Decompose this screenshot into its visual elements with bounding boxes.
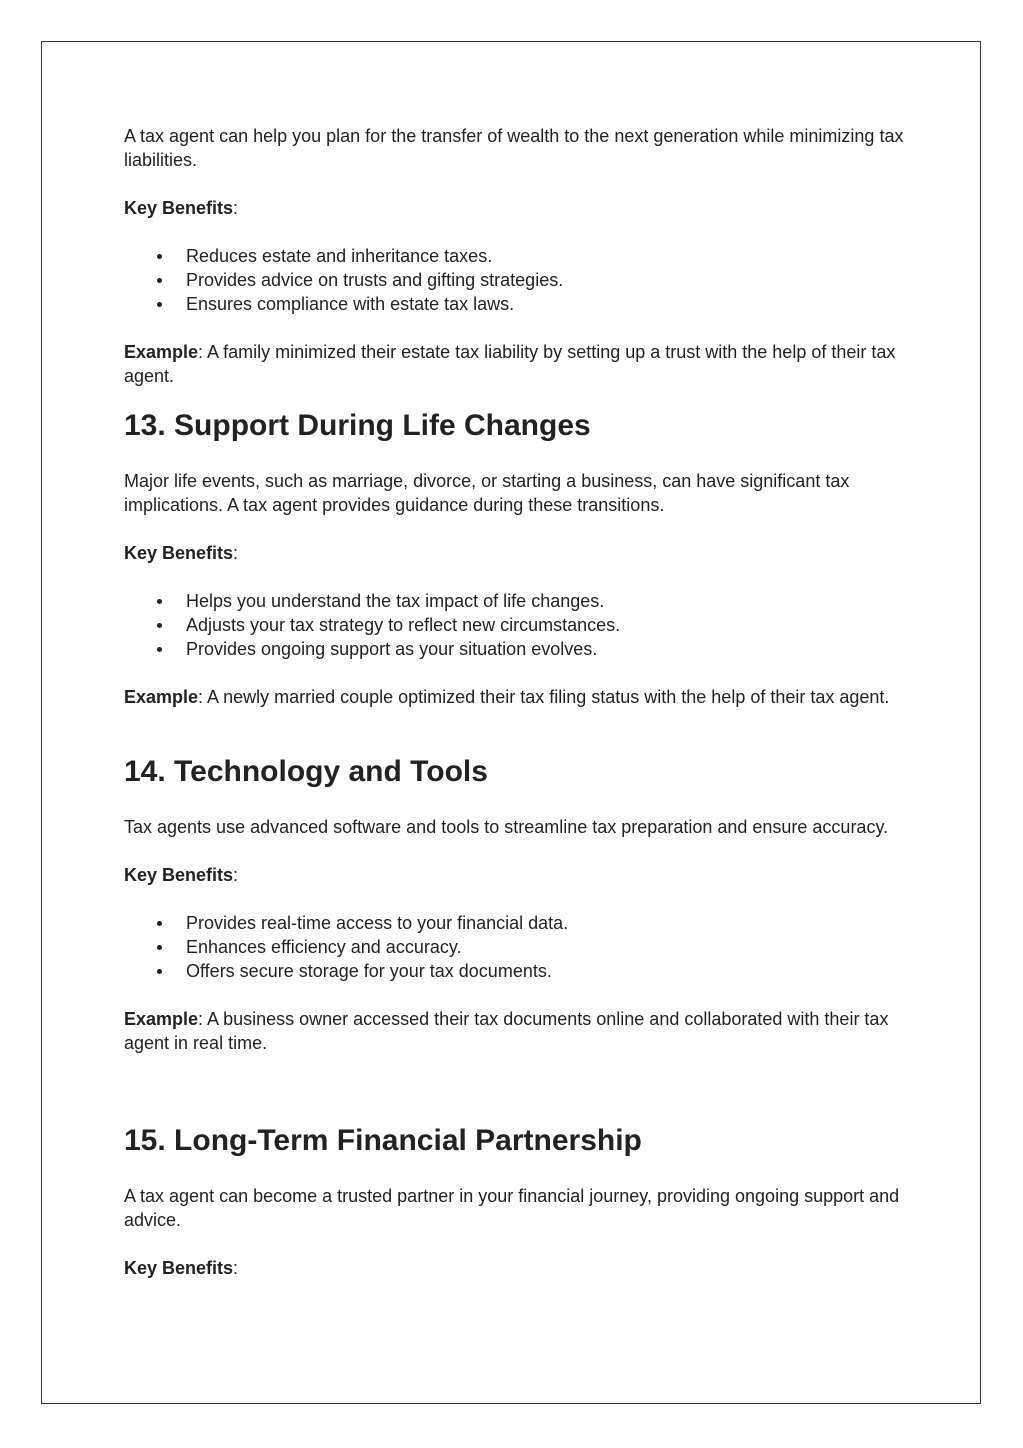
colon: : bbox=[233, 198, 239, 218]
bullet-icon bbox=[157, 254, 162, 259]
list-item-text: Provides ongoing support as your situation evolves. bbox=[186, 639, 598, 659]
section-paragraph: Tax agents use advanced software and tools to streamline tax preparation and ensure accuracy. bbox=[124, 817, 889, 837]
colon: : bbox=[233, 1258, 239, 1278]
list-item-text: Enhances efficiency and accuracy. bbox=[186, 937, 462, 957]
benefits-list bbox=[124, 911, 904, 983]
bullet-icon bbox=[157, 599, 162, 604]
colon: : bbox=[233, 543, 239, 563]
list-item-text: Provides advice on trusts and gifting strategies. bbox=[186, 270, 564, 290]
key-benefits-label bbox=[124, 541, 904, 565]
bullet-icon bbox=[157, 647, 162, 652]
example-paragraph bbox=[124, 685, 904, 709]
list-item bbox=[124, 613, 904, 637]
section-14 bbox=[124, 754, 904, 1055]
key-benefits-label bbox=[124, 1256, 904, 1280]
list-item bbox=[124, 292, 904, 316]
list-item bbox=[124, 589, 904, 613]
section-13 bbox=[124, 408, 904, 709]
example-label: Example bbox=[124, 342, 199, 362]
list-item bbox=[124, 268, 904, 292]
bullet-icon bbox=[157, 278, 162, 283]
list-item-text: Helps you understand the tax impact of life changes. bbox=[186, 591, 605, 611]
bullet-icon bbox=[157, 969, 162, 974]
list-item bbox=[124, 959, 904, 983]
benefits-list bbox=[124, 244, 904, 316]
list-item bbox=[124, 244, 904, 268]
example-paragraph bbox=[124, 340, 904, 388]
example-text: : A newly married couple optimized their tax filing status with the help of their tax agent. bbox=[198, 687, 890, 707]
bullet-icon bbox=[157, 302, 162, 307]
list-item-text: Offers secure storage for your tax documents. bbox=[186, 961, 552, 981]
key-benefits-bold: Key Benefits bbox=[124, 865, 234, 885]
bullet-icon bbox=[157, 921, 162, 926]
colon: : bbox=[233, 865, 239, 885]
list-item-text: Adjusts your tax strategy to reflect new circumstances. bbox=[186, 615, 621, 635]
key-benefits-bold: Key Benefits bbox=[124, 543, 234, 563]
key-benefits-label bbox=[124, 863, 904, 887]
list-item bbox=[124, 935, 904, 959]
example-text: : A family minimized their estate tax liability by setting up a trust with the help of their tax agent. bbox=[124, 342, 896, 386]
bullet-icon bbox=[157, 945, 162, 950]
key-benefits-bold: Key Benefits bbox=[124, 1258, 234, 1278]
list-item bbox=[124, 637, 904, 661]
section-paragraph: A tax agent can become a trusted partner in your financial journey, providing ongoing support and advice. bbox=[124, 1186, 900, 1230]
benefits-list bbox=[124, 589, 904, 661]
list-item bbox=[124, 911, 904, 935]
section-heading: 15. Long-Term Financial Partnership bbox=[124, 1124, 642, 1157]
section-15 bbox=[124, 1123, 904, 1304]
intro-section bbox=[124, 124, 904, 388]
example-label: Example bbox=[124, 687, 199, 707]
example-text: : A business owner accessed their tax documents online and collaborated with their tax agent in real time. bbox=[124, 1009, 889, 1053]
bullet-icon bbox=[157, 623, 162, 628]
section-heading: 13. Support During Life Changes bbox=[124, 409, 591, 442]
intro-paragraph: A tax agent can help you plan for the transfer of wealth to the next generation while minimizing tax liabilities. bbox=[124, 126, 904, 170]
example-label: Example bbox=[124, 1009, 199, 1029]
section-heading: 14. Technology and Tools bbox=[124, 755, 488, 788]
key-benefits-bold: Key Benefits bbox=[124, 198, 234, 218]
key-benefits-label bbox=[124, 196, 904, 220]
example-paragraph bbox=[124, 1007, 904, 1055]
list-item-text: Provides real-time access to your financial data. bbox=[186, 913, 569, 933]
list-item-text: Reduces estate and inheritance taxes. bbox=[186, 246, 493, 266]
section-paragraph: Major life events, such as marriage, divorce, or starting a business, can have significant tax implications. A tax agent provides guidance during these transitions. bbox=[124, 471, 850, 515]
list-item-text: Ensures compliance with estate tax laws. bbox=[186, 294, 515, 314]
